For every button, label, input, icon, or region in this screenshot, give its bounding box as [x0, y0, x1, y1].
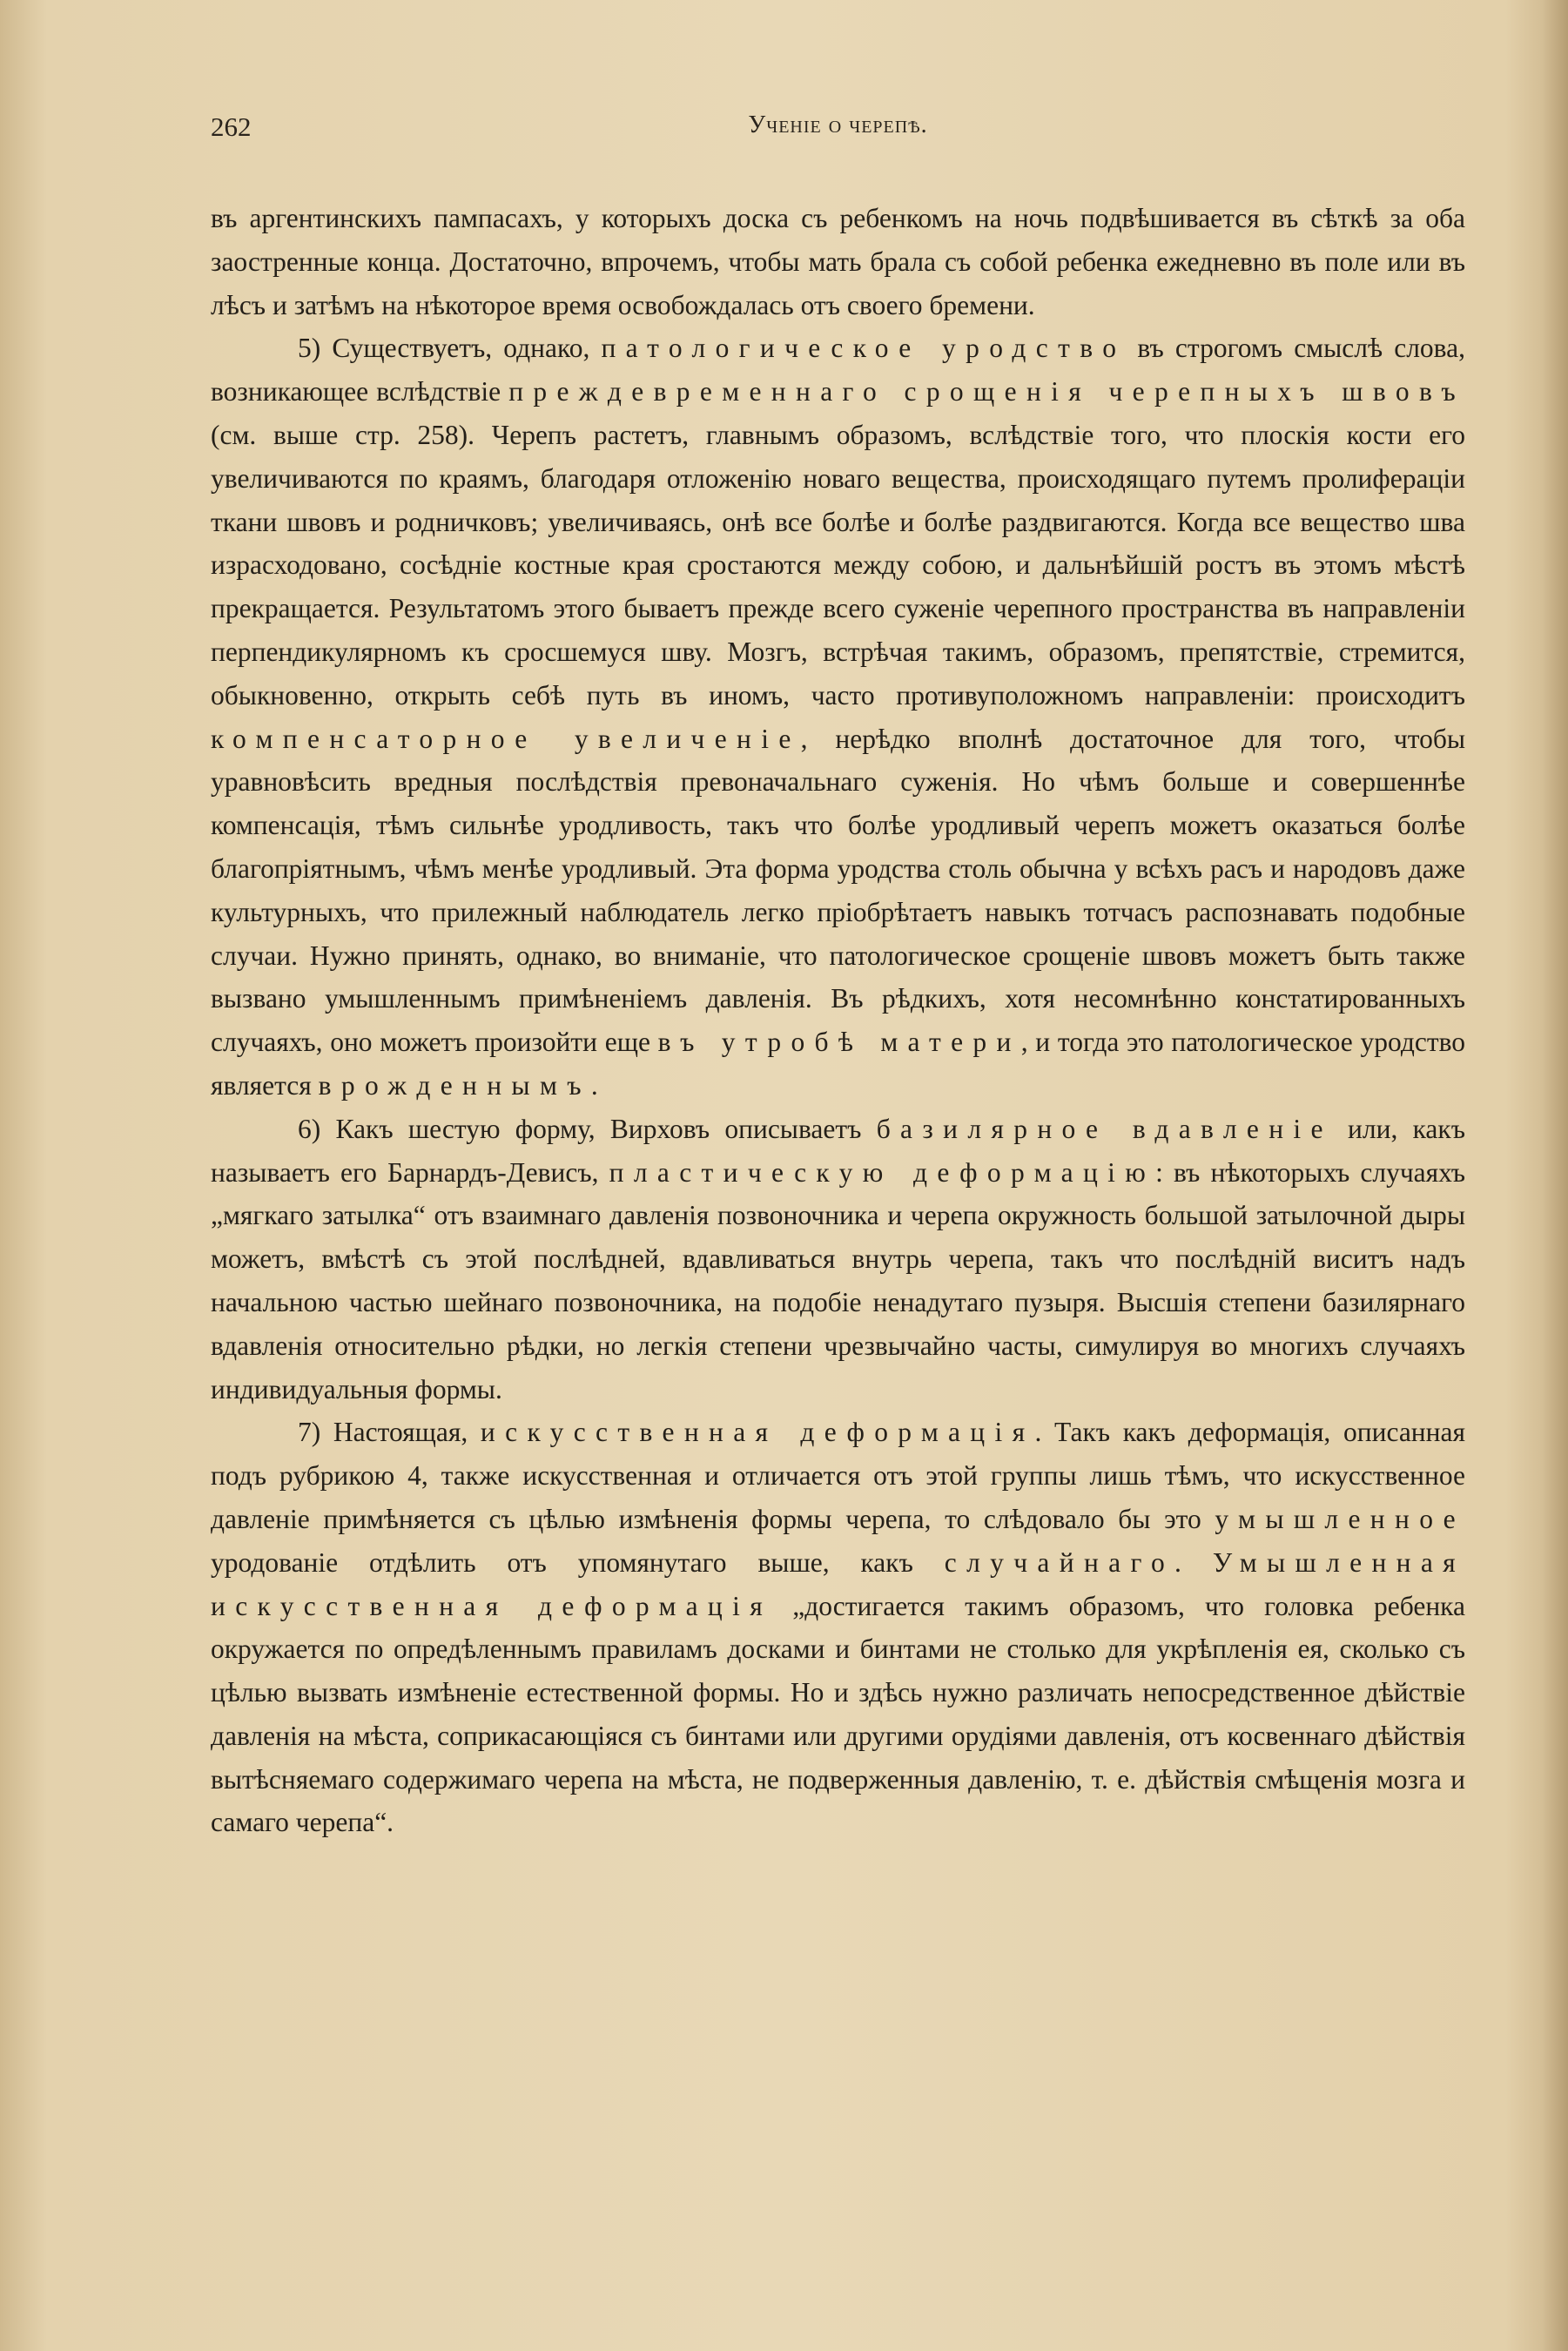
page-header [211, 111, 1465, 146]
spaced-emphasis: случайнаго [944, 1546, 1175, 1578]
body-text [211, 197, 1465, 1844]
text-run: . [590, 1069, 598, 1101]
spaced-emphasis: врожденнымъ [318, 1069, 591, 1101]
page-number: 262 [211, 111, 252, 142]
text-run: 5) Существуетъ, однако, [298, 333, 602, 364]
paragraph-p-7 [211, 1411, 1465, 1844]
spaced-emphasis: преждевременнаго срощенія черепныхъ швовъ [508, 376, 1465, 408]
text-run: (см. выше стр. 258). Черепъ растетъ, главнымъ образомъ, вслѣдствіе того, что плоскія кости его увеличиваются по краямъ, благодаря отложенію новаго вещества, происходящаго путемъ пролифераціи ткани швовъ и родничковъ; увеличиваясь, онѣ все болѣе и болѣе раздвигаются. Когда все вещество шва израсходовано, сосѣдніе костные края сростаются между собою, и дальнѣйшій ростъ въ этомъ мѣстѣ прекращается. Результатомъ этого бываетъ прежде всего суженіе черепного пространства въ направленіи перпендикулярномъ къ сросшемуся шву. Мозгъ, встрѣчая такимъ, образомъ, препятствіе, стремится, обыкновенно, открыть себѣ путь въ иномъ, часто противуположномъ направленіи: происходитъ [211, 419, 1465, 711]
spaced-emphasis: патологическое уродство [601, 333, 1127, 364]
paragraph-p-5 [211, 327, 1465, 1107]
spaced-emphasis: въ утробѣ матери [657, 1027, 1021, 1058]
text-run: въ аргентинскихъ пампасахъ, у которыхъ доска съ ребенкомъ на ночь подвѣшивается въ сѣткѣ за оба заостренные конца. Достаточно, впрочемъ, чтобы мать брала съ собой ребенка ежедневно въ поле или въ лѣсъ и затѣмъ на нѣкоторое время освобождалась отъ своего бремени. [211, 203, 1465, 320]
text-run: въ строгомъ смыслѣ слова, возникающее вслѣдствіе [211, 333, 1465, 408]
text-run: : въ нѣкоторыхъ случаяхъ „мягкаго затылка“ отъ взаимнаго давленія позвоночника и черепа окружность большой затылочной дыры можетъ, вмѣстѣ съ этой послѣдней, вдавливаться внутрь черепа, такъ что послѣдній виситъ надъ начальною частью шейнаго позвоночника, на подобіе ненадутаго пузыря. Высшія степени базилярнаго вдавленія относительно рѣдки, но легкія степени чрезвычайно часты, симулируя во многихъ случаяхъ индивидуальныя формы. [211, 1156, 1465, 1405]
text-run: 7) Настоящая, [298, 1417, 481, 1448]
text-run: . Такъ какъ деформація, описанная подъ рубрикою 4, также искусственная и отличается отъ этой группы лишь тѣмъ, что искусственное давленіе примѣняется съ цѣлью измѣненія формы черепа, то слѣдовало бы это [211, 1417, 1465, 1534]
text-run: , нерѣдко вполнѣ достаточное для того, чтобы уравновѣсить вредныя послѣдствія превоначальнаго суженія. Но чѣмъ больше и совершеннѣе компенсація, тѣмъ сильнѣе уродливость, такъ что болѣе уродливый черепъ можетъ оказаться болѣе благопріятнымъ, чѣмъ менѣе уродливый. Эта форма уродства столь обычна у всѣхъ расъ и народовъ даже культурныхъ, что прилежный наблюдатель легко пріобрѣтаетъ навыкъ тотчасъ распознавать подобные случаи. Нужно принять, однако, во вниманіе, что патологическое срощеніе швовъ можетъ быть также вызвано умышленнымъ примѣненіемъ давленія. Въ рѣдкихъ, хотя несомнѣнно констатированныхъ случаяхъ, оно можетъ произойти еще [211, 723, 1466, 1058]
spaced-emphasis: компенсаторное увеличеніе [211, 723, 801, 754]
spaced-emphasis: умышленное [1215, 1503, 1465, 1534]
spaced-emphasis: искусственная деформація [480, 1417, 1035, 1448]
text-run: 6) Какъ шестую форму, Вирховъ описываетъ [298, 1113, 877, 1144]
running-title: Ученіе о черепѣ. [748, 111, 928, 138]
paragraph-p-continuation [211, 197, 1465, 327]
paragraph-p-6 [211, 1108, 1465, 1411]
spaced-emphasis: Умышленная искусственная деформація [211, 1546, 1466, 1621]
text-run: или, какъ называетъ его Барнардъ-Девисъ, [211, 1113, 1465, 1188]
spaced-emphasis: пластическую деформацію [609, 1156, 1156, 1188]
spaced-emphasis: базилярное вдавленіе [876, 1113, 1333, 1144]
text-run: уродованіе отдѣлить отъ упомянутаго выше, какъ [211, 1546, 945, 1578]
text-run: „достигается такимъ образомъ, что головка ребенка окружается по опредѣленнымъ правиламъ досками и бинтами не столько для укрѣпленія ея, сколько съ цѣлью вызвать измѣненіе естественной формы. Но и здѣсь нужно различать непосредственное дѣйствіе давленія на мѣста, соприкасающіяся съ бинтами или другими орудіями давленія, отъ косвеннаго дѣйствія вытѣсняемаго содержимаго черепа на мѣста, не подверженныя давленію, т. е. дѣйствія смѣщенія мозга и самаго черепа“. [211, 1590, 1465, 1838]
page-edge-shadow [1542, 0, 1568, 2351]
text-run: . [1174, 1546, 1213, 1578]
text-run: , и тогда это патологическое уродство является [211, 1027, 1465, 1101]
